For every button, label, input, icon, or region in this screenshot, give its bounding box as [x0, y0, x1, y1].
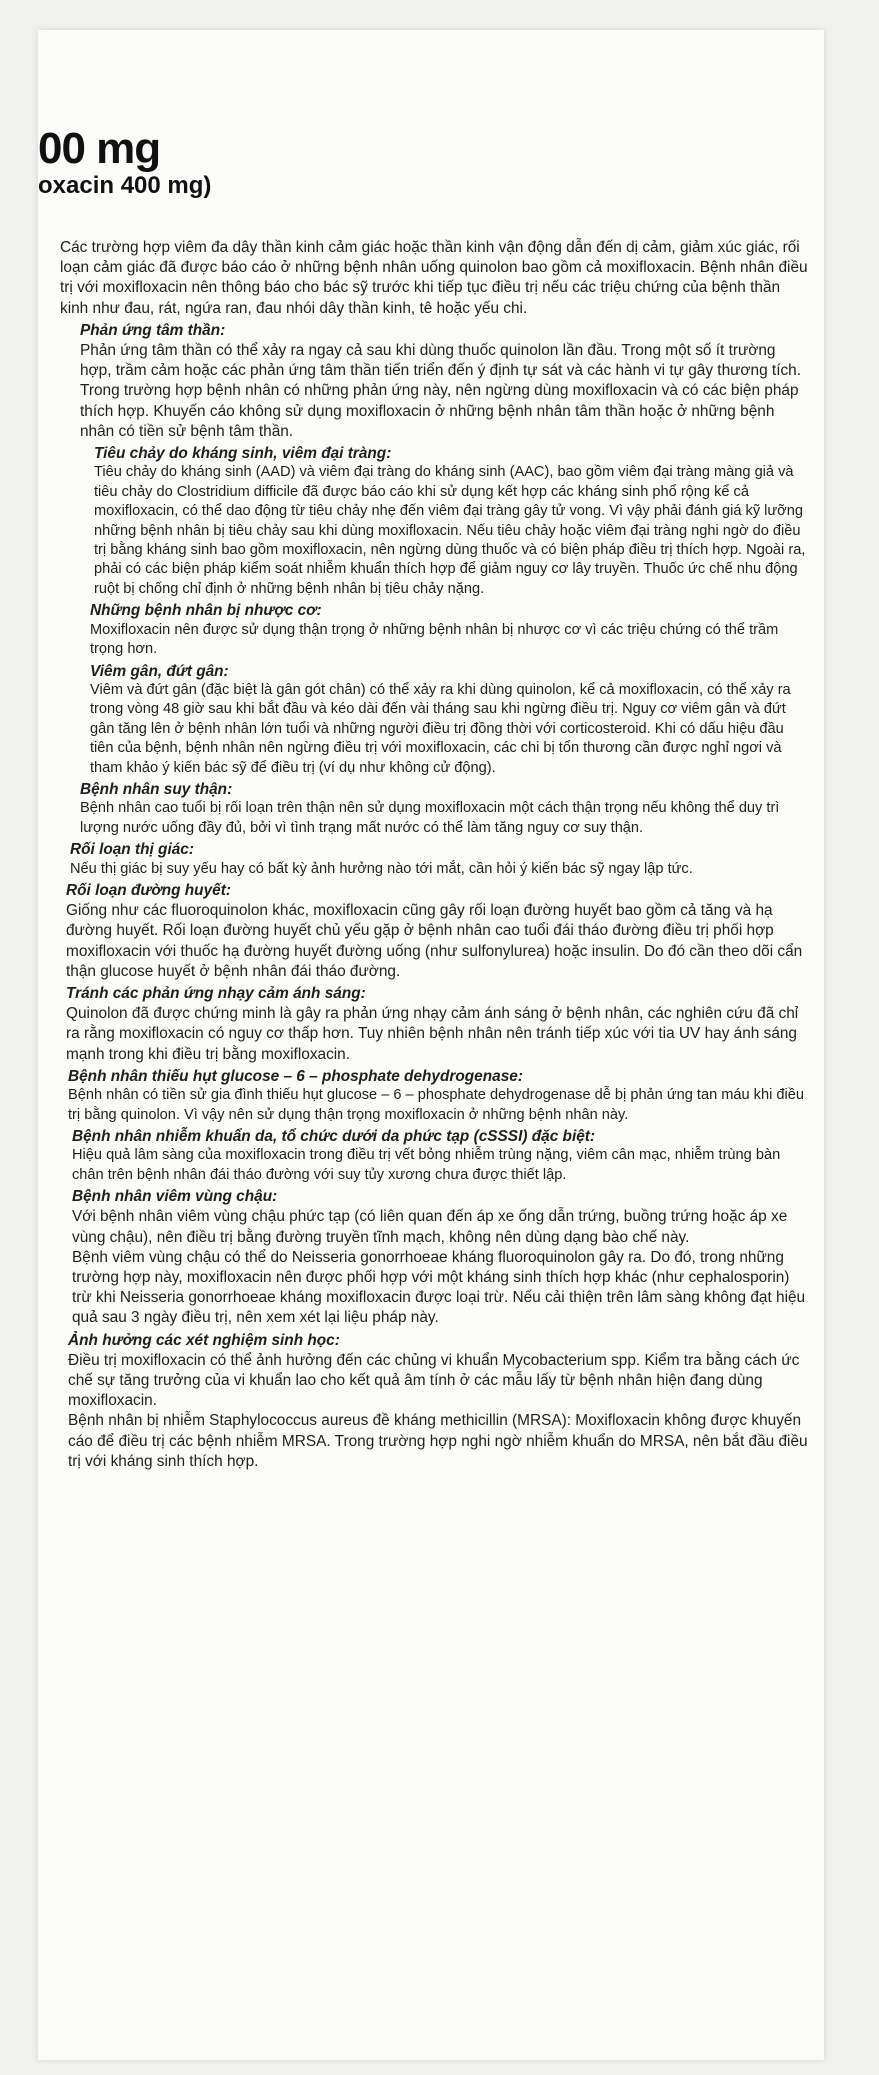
document-page — [38, 30, 824, 2060]
section-text-mrsa: Bệnh nhân bị nhiễm Staphylococcus aureus đề kháng methicillin (MRSA): Moxifloxacin không được khuyến cáo để điều trị các bệnh nhiễm MRSA. Trong trường hợp nghi ngờ nhiễm khuẩn do MRSA, nên bắt đầu điều trị với kháng sinh thích hợp. — [68, 1412, 808, 1470]
section-text: Giống như các fluoroquinolon khác, moxifloxacin cũng gây rối loạn đường huyết bao gồm cả tăng và hạ đường huyết. Rối loạn đường huyết chủ yếu gặp ở bệnh nhân cao tuổi đái tháo đường điều trị phối hợp moxifloxacin với thuốc hạ đường huyết đường uống (như sulfonylurea) hoặc insulin. Do đó cần theo dõi cẩn thận glucose huyết ở bệnh nhân đái tháo đường. — [66, 902, 803, 980]
section-text: Quinolon đã được chứng minh là gây ra phản ứng nhạy cảm ánh sáng ở bệnh nhân, các nghiên cứu đã chỉ ra rằng moxifloxacin có nguy cơ thấp hơn. Tuy nhiên bệnh nhân nên tránh tiếp xúc với tia UV hay ánh sáng mạnh trong khi điều trị bằng moxifloxacin. — [66, 1005, 799, 1063]
section-heading: Bệnh nhân thiếu hụt glucose – 6 – phosphate dehydrogenase: — [68, 1067, 523, 1085]
section-vision — [60, 840, 810, 879]
section-heading: Rối loạn thị giác: — [70, 841, 194, 859]
section-psychiatric — [60, 321, 810, 442]
section-text: Viêm và đứt gân (đặc biệt là gân gót chân) có thể xảy ra khi dùng quinolon, kể cả moxifloxacin, có thể xảy ra trong vòng 48 giờ sau khi bắt đầu và kéo dài đến vài tháng sau khi ngừng điều trị. Nguy cơ viêm gân và đứt gân tăng lên ở bệnh nhân lớn tuổi và những người điều trị đồng thời với corticosteroid. Khi có dấu hiệu đầu tiên của bệnh, bệnh nhân nên ngừng điều trị với moxifloxacin, các chi bị tổn thương cần được nghỉ ngơi và tham khảo ý kiến bác sỹ để điều trị (ví dụ như không cử động). — [90, 681, 791, 776]
paragraph-neuropathy: Các trường hợp viêm đa dây thần kinh cảm giác hoặc thần kinh vận động dẫn đến dị cảm, giảm xúc giác, rối loạn cảm giác đã được báo cáo ở những bệnh nhân uống quinolon bao gồm cả moxifloxacin. Bệnh nhân điều trị với moxifloxacin nên thông báo cho bác sỹ trước khi tiếp tục điều trị nếu các triệu chứng của bệnh thần kinh như đau, rát, ngứa ran, đau nhói dây thần kinh, tê hoặc yếu chi. — [60, 239, 808, 317]
section-heading: Phản ứng tâm thần: — [80, 321, 226, 339]
section-heading: Viêm gân, đứt gân: — [90, 662, 229, 680]
section-heading: Bệnh nhân suy thận: — [80, 780, 233, 798]
section-text: Moxifloxacin nên được sử dụng thận trọng ở những bệnh nhân bị nhược cơ vì các triệu chứng có thể trầm trọng hơn. — [90, 621, 779, 658]
section-g6pd — [60, 1067, 810, 1125]
section-pelvic — [60, 1187, 810, 1328]
active-ingredient-subtitle: oxacin 400 mg) — [38, 172, 212, 199]
section-heading: Bệnh nhân nhiễm khuẩn da, tổ chức dưới da phức tạp (cSSSI) đặc biệt: — [72, 1128, 596, 1146]
section-text: Bệnh nhân có tiền sử gia đình thiếu hụt glucose – 6 – phosphate dehydrogenase dễ bị phản ứng tan máu khi điều trị bằng quinolon. Vì vậy nên sử dụng thận trọng moxifloxacin ở những bệnh nhân này. — [68, 1087, 804, 1123]
section-text: Phản ứng tâm thần có thể xảy ra ngay cả sau khi dùng thuốc quinolon lần đầu. Trong một số ít trường hợp, trầm cảm hoặc các phản ứng tâm thần tiến triển đến ý định tự sát và các hành vi tự gây thương tích. Trong trường hợp bệnh nhân có những phản ứng này, nên ngừng dùng moxifloxacin và có các biện pháp thích hợp. Khuyến cáo không sử dụng moxifloxacin ở những bệnh nhân tâm thần hoặc ở những bệnh nhân có tiền sử bệnh tâm thần. — [80, 342, 802, 440]
section-text: Tiêu chảy do kháng sinh (AAD) và viêm đại tràng do kháng sinh (AAC), bao gồm viêm đại tràng màng giả và tiêu chảy do Clostridium difficile đã được báo cáo khi sử dụng kết hợp các kháng sinh phổ rộng kể cả moxifloxacin, có thể dao động từ tiêu chảy nhẹ đến viêm đại tràng gây tử vong. Vì vậy phải đánh giá kỹ lưỡng những bệnh nhân bị tiêu chảy sau khi dùng moxifloxacin. Nếu tiêu chảy hoặc viêm đại tràng nghi ngờ do điều trị bằng kháng sinh bao gồm moxifloxacin, nên ngừng dùng thuốc và có biện pháp điều trị thích hợp. Ngoài ra, phải có các biện pháp kiểm soát nhiễm khuẩn thích hợp để giảm nguy cơ lây truyền. Thuốc ức chế nhu động ruột bị chống chỉ định ở những bệnh nhân bị tiêu chảy nặng. — [94, 464, 806, 597]
section-glycemia — [60, 881, 810, 982]
section-skin-infection — [60, 1127, 810, 1185]
section-renal — [60, 780, 810, 838]
section-myasthenia — [60, 601, 810, 659]
dose-title: 00 mg — [38, 124, 161, 173]
section-heading: Bệnh nhân viêm vùng chậu: — [72, 1188, 278, 1206]
section-text: Điều trị moxifloxacin có thể ảnh hưởng đến các chủng vi khuẩn Mycobacterium spp. Kiểm tra bằng cách ức chế sự tăng trưởng của vi khuẩn lao cho kết quả âm tính ở các mẫu lấy từ bệnh nhân hiện đang dùng moxifloxacin. — [68, 1351, 800, 1410]
leaflet-body — [60, 238, 810, 1472]
section-tendon — [60, 662, 810, 778]
section-lab-tests — [60, 1331, 810, 1472]
section-text-continued: Bệnh viêm vùng chậu có thể do Neisseria gonorrhoeae kháng fluoroquinolon gây ra. Do đó, trong những trường hợp này, moxifloxacin nên được phối hợp với một kháng sinh thích hợp khác (như cephalosporin) trừ khi Neisseria gonorrhoeae kháng moxifloxacin được loại trừ. Nếu cải thiện trên lâm sàng không đạt hiệu quả sau 3 ngày điều trị, nên xem xét lại liệu pháp này. — [72, 1248, 806, 1327]
section-text: Bệnh nhân cao tuổi bị rối loạn trên thận nên sử dụng moxifloxacin một cách thận trọng nếu không thể duy trì lượng nước uống đầy đủ, bởi vì tình trạng mất nước có thể làm tăng nguy cơ suy thận. — [80, 800, 780, 836]
section-heading: Rối loạn đường huyết: — [66, 881, 231, 899]
section-text: Với bệnh nhân viêm vùng chậu phức tạp (có liên quan đến áp xe ống dẫn trứng, buồng trứng hoặc áp xe vùng chậu), nên điều trị bằng đường truyền tĩnh mạch, không nên dùng dạng bào chế này. — [72, 1208, 788, 1246]
section-text: Nếu thị giác bị suy yếu hay có bất kỳ ảnh hưởng nào tới mắt, cần hỏi ý kiến bác sỹ ngay lập tức. — [70, 860, 693, 877]
section-colitis — [60, 444, 810, 599]
section-heading: Tiêu chảy do kháng sinh, viêm đại tràng: — [94, 445, 392, 463]
section-heading: Tránh các phản ứng nhạy cảm ánh sáng: — [66, 984, 366, 1002]
section-heading: Ảnh hưởng các xét nghiệm sinh học: — [68, 1331, 340, 1349]
section-text: Hiệu quả lâm sàng của moxifloxacin trong điều trị vết bỏng nhiễm trùng nặng, viêm cân mạc, nhiễm trùng bàn chân trên bệnh nhân đái tháo đường với suy tủy xương chưa được thiết lập. — [72, 1147, 781, 1183]
section-heading: Những bệnh nhân bị nhược cơ: — [90, 602, 322, 620]
product-header — [38, 125, 211, 201]
section-photosensitivity — [60, 984, 810, 1065]
